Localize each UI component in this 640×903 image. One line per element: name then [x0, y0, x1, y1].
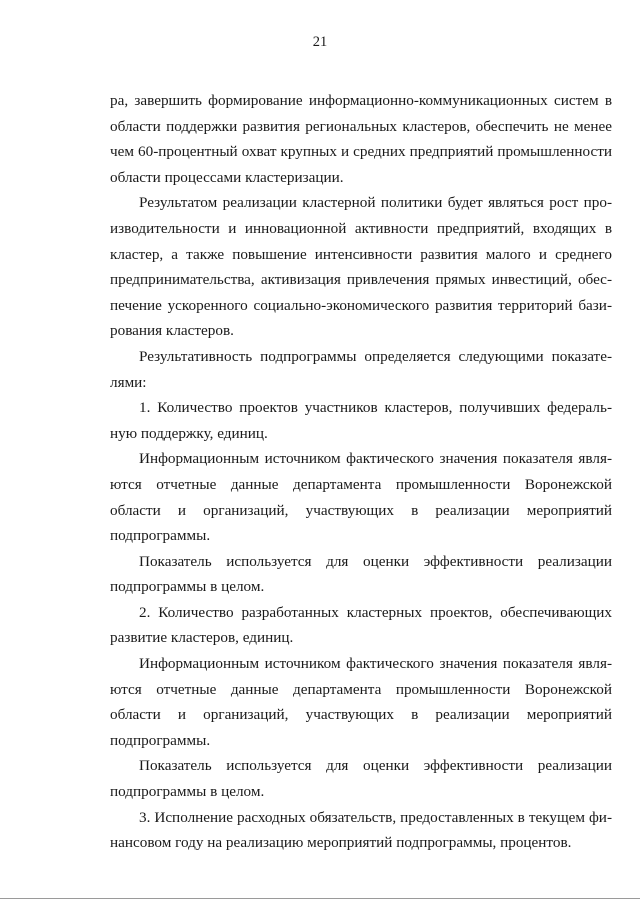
paragraph-cluster-policy-result: Результатом реализации кластерной политики будет являться рост производительности и инновационной активности предприятий, входящих в кластер, а также повышение интенсивности развития малого и среднего предпринимательства, активизация привлечения прямых инвестиций, обеспечение ускоренного социально-экономического развития территорий базирования кластеров. [110, 194, 612, 340]
indicator-3: 3. Исполнение расходных обязательств, предоставленных в текущем финансовом году на реализацию мероприятий подпрограммы, процентов. [110, 808, 612, 852]
document-body [110, 88, 612, 856]
scan-edge-line [0, 898, 640, 899]
indicator-1-source: Информационным источником фактического значения показателя являются отчетные данные департамента промышленности Воронежской области и организаций, участвующих в реализации мероприятий подпрограммы. [110, 450, 612, 545]
indicator-1-usage: Показатель используется для оценки эффективности реализации подпрограммы в целом. [110, 552, 612, 596]
paragraph-indicators-intro: Результативность подпрограммы определяется следующими показателями: [110, 347, 612, 391]
indicator-1: 1. Количество проектов участников кластеров, получивших федеральную поддержку, единиц. [110, 399, 612, 442]
indicator-2: 2. Количество разработанных кластерных проектов, обеспечивающих развитие кластеров, единиц. [110, 603, 612, 647]
indicator-2-source: Информационным источником фактического значения показателя являются отчетные данные департамента промышленности Воронежской области и организаций, участвующих в реализации мероприятий подпрограммы. [110, 655, 612, 749]
paragraph-continuation: ра, завершить формирование информационно-коммуникационных систем в области поддержки развития региональных кластеров, обеспечить не менее чем 60-процентный охват крупных и средних предприятий промышленности области процессами кластеризации. [110, 92, 612, 186]
page-number: 21 [312, 34, 328, 50]
indicator-2-usage: Показатель используется для оценки эффективности реализации подпрограммы в целом. [110, 757, 612, 801]
